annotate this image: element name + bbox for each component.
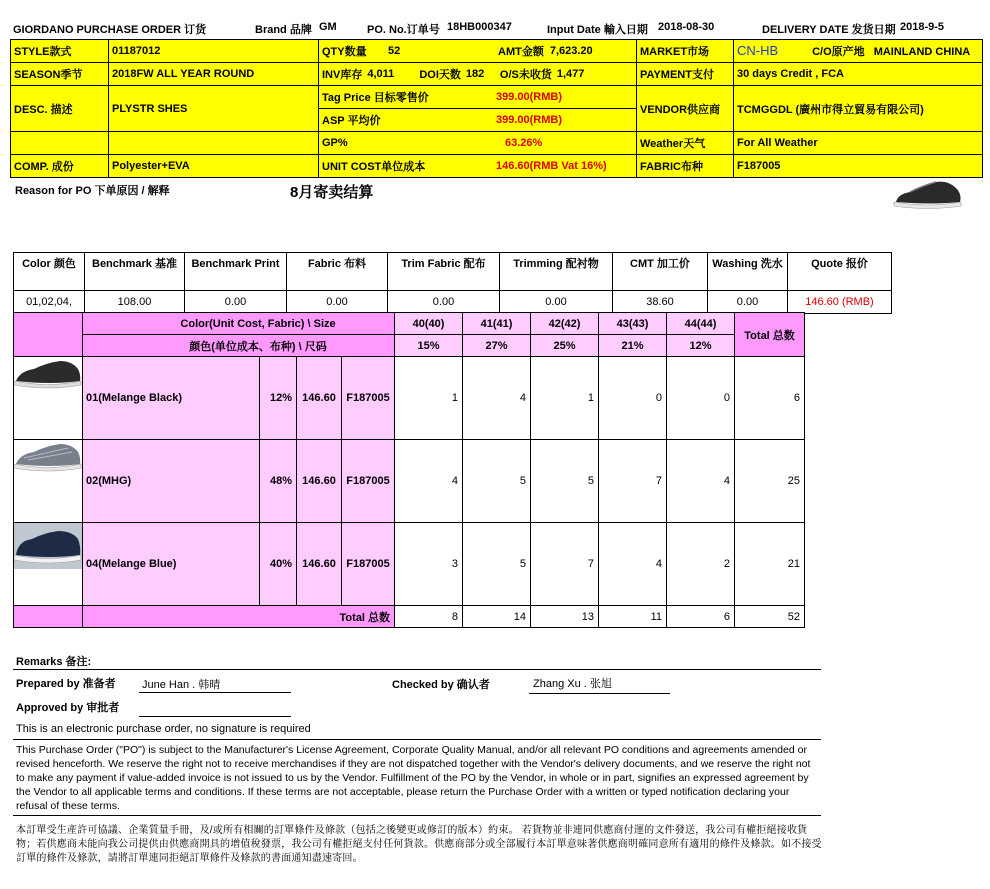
color-name: 02(MHG) xyxy=(83,440,260,523)
brand-label: Brand 品牌 xyxy=(255,24,312,36)
prepared-by-label: Prepared by 准备者 xyxy=(16,678,116,690)
table-row xyxy=(14,357,805,440)
unit-cost-label: UNIT COST单位成本 xyxy=(322,161,426,173)
cost-header: Quote 报价 xyxy=(788,253,892,291)
table-row xyxy=(14,523,805,606)
reason-value: 8月寄卖结算 xyxy=(290,184,374,201)
input-date-value: 2018-08-30 xyxy=(658,21,715,33)
size-ratio: 27% xyxy=(463,335,531,357)
qty-cell: 4 xyxy=(667,440,735,523)
prepared-by-value: June Han . 韩晴 xyxy=(142,679,221,691)
market-label: MARKET市场 xyxy=(637,40,734,63)
size-ratio: 15% xyxy=(395,335,463,357)
remarks-label: Remarks 备注: xyxy=(16,656,92,668)
cost-value: 0.00 xyxy=(500,291,613,314)
amt-label: AMT金额 xyxy=(498,46,544,58)
qty-cell: 7 xyxy=(531,523,599,606)
color-pct: 12% xyxy=(260,357,297,440)
color-name: 01(Melange Black) xyxy=(83,357,260,440)
asp-value: 399.00(RMB) xyxy=(496,114,563,126)
size-ratio: 25% xyxy=(531,335,599,357)
divider xyxy=(13,669,821,670)
qty-cell: 4 xyxy=(395,440,463,523)
brand-value: GM xyxy=(319,21,337,33)
cost-header: Washing 洗水 xyxy=(708,253,788,291)
color-pct: 48% xyxy=(260,440,297,523)
totals-label: Total 总数 xyxy=(83,606,395,628)
doi-value: 182 xyxy=(465,68,485,80)
cost-value: 0.00 xyxy=(708,291,788,314)
size-ratio: 21% xyxy=(599,335,667,357)
size-header: 41(41) xyxy=(463,313,531,335)
po-label: PO. No.订单号 xyxy=(367,24,440,36)
prepared-signature-line xyxy=(139,692,291,693)
cost-value: 01,02,04, xyxy=(14,291,85,314)
qty-cell: 1 xyxy=(395,357,463,440)
cost-value: 0.00 xyxy=(287,291,388,314)
size-ratio: 12% xyxy=(667,335,735,357)
qty-cell: 5 xyxy=(463,523,531,606)
qty-cell: 7 xyxy=(599,440,667,523)
size-total: 11 xyxy=(599,606,667,628)
size-header: 40(40) xyxy=(395,313,463,335)
input-date-label: Input Date 輸入日期 xyxy=(547,24,648,36)
totals-row xyxy=(14,606,805,628)
weather-value: For All Weather xyxy=(734,132,983,155)
table-row xyxy=(14,440,805,523)
color-fabric: F187005 xyxy=(342,440,395,523)
payment-label: PAYMENT支付 xyxy=(637,63,734,86)
doi-label: DOI天数 xyxy=(419,69,461,81)
vendor-label: VENDOR供应商 xyxy=(637,86,734,132)
desc-value: PLYSTR SHES xyxy=(109,86,319,132)
qty-label: QTY数量 xyxy=(322,46,367,58)
cost-breakdown-table xyxy=(13,252,892,314)
asp-label: ASP 平均价 xyxy=(322,115,381,127)
cost-header: Benchmark 基准 xyxy=(85,253,185,291)
color-cost: 146.60 xyxy=(297,440,342,523)
cost-value: 0.00 xyxy=(388,291,500,314)
cost-value: 0.00 xyxy=(185,291,287,314)
gp-label: GP% xyxy=(322,137,348,149)
unit-cost-value: 146.60(RMB Vat 16%) xyxy=(496,160,607,172)
cost-header: Benchmark Print xyxy=(185,253,287,291)
season-value: 2018FW ALL YEAR ROUND xyxy=(109,63,319,86)
size-total: 8 xyxy=(395,606,463,628)
tag-price-label: Tag Price 目标零售价 xyxy=(322,92,429,104)
color-cost: 146.60 xyxy=(297,523,342,606)
inv-label: INV库存 xyxy=(322,69,363,81)
size-table-title-en: Color(Unit Cost, Fabric) \ Size xyxy=(83,313,395,335)
qty-cell: 2 xyxy=(667,523,735,606)
row-total: 25 xyxy=(735,440,805,523)
qty-value: 52 xyxy=(388,45,401,57)
os-label: O/S未收货 xyxy=(499,69,552,81)
total-header: Total 总数 xyxy=(735,313,805,357)
os-value: 1,477 xyxy=(556,68,585,80)
qty-cell: 3 xyxy=(395,523,463,606)
style-label: STYLE款式 xyxy=(11,40,109,63)
season-label: SEASON季节 xyxy=(11,63,109,86)
cost-header: CMT 加工价 xyxy=(613,253,708,291)
color-name: 04(Melange Blue) xyxy=(83,523,260,606)
approved-signature-line xyxy=(139,716,291,717)
weather-label: Weather天气 xyxy=(637,132,734,155)
approved-by-label: Approved by 审批者 xyxy=(16,702,120,714)
size-breakdown-table xyxy=(13,312,805,628)
fabric-value: F187005 xyxy=(734,155,983,178)
row-total: 21 xyxy=(735,523,805,606)
size-table-title-cn: 颜色(单位成本、布种) \ 尺码 xyxy=(83,335,395,357)
inv-value: 4,011 xyxy=(367,68,395,80)
desc-label: DESC. 描述 xyxy=(11,86,109,132)
comp-label: COMP. 成份 xyxy=(11,155,109,178)
vendor-value: TCMGGDL (廣州市得立貿易有限公司) xyxy=(734,86,983,132)
grand-total: 52 xyxy=(735,606,805,628)
cost-header: Trimming 配衬物 xyxy=(500,253,613,291)
row-total: 6 xyxy=(735,357,805,440)
checked-by-label: Checked by 确认者 xyxy=(392,679,490,691)
electronic-note: This is an electronic purchase order, no signature is required xyxy=(16,723,311,735)
order-info-table xyxy=(10,39,983,178)
origin-value: MAINLAND CHINA xyxy=(873,46,971,58)
cost-header: Color 颜色 xyxy=(14,253,85,291)
qty-cell: 1 xyxy=(531,357,599,440)
delivery-date-label: DELIVERY DATE 发货日期 xyxy=(762,24,896,36)
cost-value: 108.00 xyxy=(85,291,185,314)
fabric-label: FABRIC布种 xyxy=(637,155,734,178)
size-header: 43(43) xyxy=(599,313,667,335)
style-value: 01187012 xyxy=(109,40,319,63)
shoe-grey-image xyxy=(14,440,82,474)
qty-cell: 4 xyxy=(599,523,667,606)
comp-value: Polyester+EVA xyxy=(109,155,319,178)
amt-value: 7,623.20 xyxy=(549,45,593,57)
qty-cell: 4 xyxy=(463,357,531,440)
size-total: 14 xyxy=(463,606,531,628)
company-title: GIORDANO PURCHASE ORDER 订货 xyxy=(13,24,207,36)
product-shoe-image xyxy=(892,176,964,212)
color-pct: 40% xyxy=(260,523,297,606)
divider xyxy=(13,815,821,816)
size-header: 42(42) xyxy=(531,313,599,335)
delivery-date-value: 2018-9-5 xyxy=(900,21,945,33)
shoe-blue-image xyxy=(14,523,82,569)
size-total: 13 xyxy=(531,606,599,628)
qty-cell: 5 xyxy=(463,440,531,523)
size-header: 44(44) xyxy=(667,313,735,335)
payment-value: 30 days Credit , FCA xyxy=(734,63,983,86)
qty-cell: 0 xyxy=(599,357,667,440)
color-fabric: F187005 xyxy=(342,357,395,440)
color-fabric: F187005 xyxy=(342,523,395,606)
po-value: 18HB000347 xyxy=(447,21,512,33)
market-value: CN-HB xyxy=(737,43,779,58)
checked-signature-line xyxy=(529,693,670,694)
shoe-black-image xyxy=(14,357,82,391)
cost-header: Trim Fabric 配布 xyxy=(388,253,500,291)
color-cost: 146.60 xyxy=(297,357,342,440)
cost-header: Fabric 布料 xyxy=(287,253,388,291)
divider xyxy=(13,739,821,740)
reason-label: Reason for PO 下单原因 / 解释 xyxy=(15,185,170,197)
gp-value: 63.26% xyxy=(505,137,543,149)
cost-value: 38.60 xyxy=(613,291,708,314)
qty-cell: 5 xyxy=(531,440,599,523)
terms-chinese: 本訂單受生產許可協議、企業質量手冊，及/或所有相關的訂單條件及條款（包括之後變更或修訂的版本）約束。 若貨物並非連同供應商付運的文件發送，我公司有權拒絕接收貨物；若供應商未能向我公司提供由供應商開具的增值稅發票，我公司有權拒絕支付任何貨款。供應商部分或全部履行本訂單意味著供應商明確同意所有適用的條件及條款。如不接受訂單的條件及條款，請將訂單連同拒絕訂單條件及條款的書面通知盡速寄回。 xyxy=(16,825,822,864)
origin-label: C/O原产地 xyxy=(812,46,865,58)
tag-price-value: 399.00(RMB) xyxy=(496,91,563,103)
checked-by-value: Zhang Xu . 张旭 xyxy=(533,678,612,690)
qty-cell: 0 xyxy=(667,357,735,440)
cost-value: 146.60 (RMB) xyxy=(788,291,892,314)
size-total: 6 xyxy=(667,606,735,628)
terms-english: This Purchase Order ("PO") is subject to the Manufacturer's License Agreement, Corporate Quality Manual, and/or all relevant PO conditions and agreements amended or revised henceforth. We reserve the right not to receive merchandises if they are not dispatched together with the Vendor's delivery documents, and we reserve the right not to make any payment if value-added invoice is not issued to us by the Vendor. Fulfillment of the PO by the Vendor, in whole or in part, signifies an expressed agreement by the Vendor to all applicable terms and conditions. If these terms are not acceptable, please return the Purchase Order with a written or typed notification declaring your refusal of these terms. xyxy=(16,744,811,812)
